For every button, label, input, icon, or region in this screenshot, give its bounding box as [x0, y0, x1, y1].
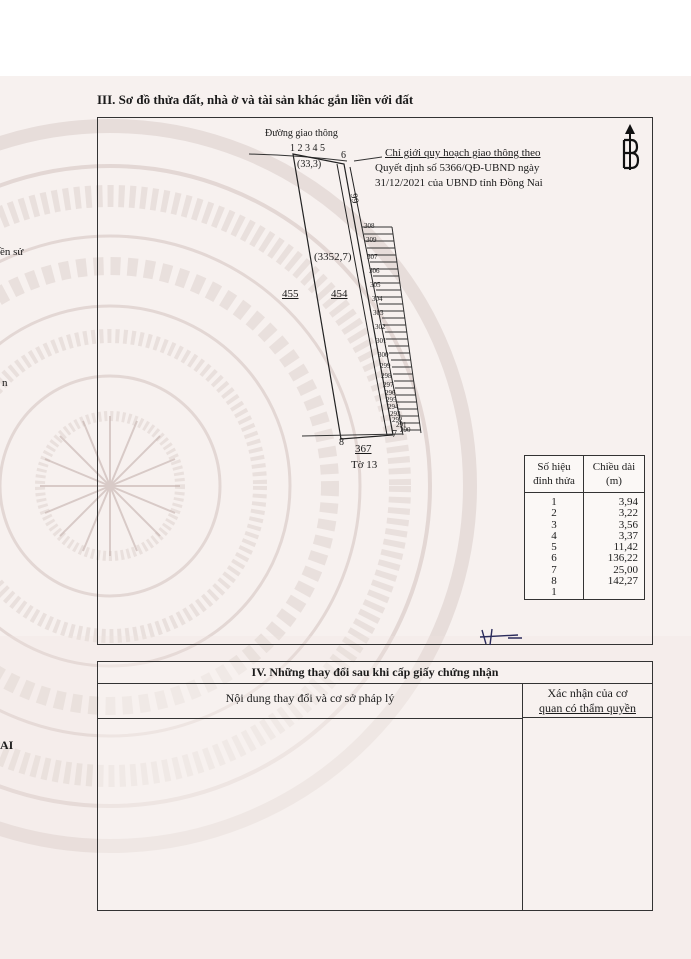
strip-label: 99: [347, 192, 361, 205]
plan-note-line1: Chỉ giới quy hoạch giao thông theo: [385, 147, 541, 159]
authority-line1: Xác nhận của cơ: [547, 686, 628, 700]
section-3-title: III. Sơ đồ thửa đất, nhà ở và tài sản khác gắn liền với đất: [97, 92, 414, 107]
length-cell: 136,22: [607, 552, 638, 565]
top-point-labels: 1 2 3 4 5: [290, 143, 325, 154]
sheet-label: Tờ 13: [351, 459, 378, 471]
length-cell: 25,00: [613, 563, 638, 576]
neighbor-290: 290: [400, 426, 411, 434]
plan-note-line2: Quyết định số 5366/QĐ-UBND ngày: [375, 162, 540, 174]
parcel-main-number: 454: [331, 288, 348, 300]
neighbor-296: 296: [385, 389, 396, 397]
note-leader: [354, 157, 382, 161]
column-divider: [522, 684, 523, 910]
point-6-label: 6: [341, 150, 346, 161]
neighbor-298: 298: [381, 372, 392, 380]
parcel-left-number: 455: [282, 288, 299, 300]
length-cell: 142,27: [607, 575, 638, 588]
point-cell: 3: [551, 518, 557, 531]
neighbor-301: 301: [376, 337, 387, 345]
neighbor-300: 300: [378, 351, 389, 359]
neighbor-291: 291: [396, 421, 407, 429]
neighbor-293: 293: [390, 410, 401, 418]
column-change-content: Nội dung thay đổi và cơ sở pháp lý: [98, 684, 522, 719]
length-cell: 3,37: [618, 529, 638, 542]
point-cell: 1: [551, 586, 557, 599]
column-authority-confirmation: [523, 684, 652, 718]
point-column: [525, 493, 584, 600]
length-cell: 3,56: [618, 518, 638, 531]
header-point-number: Số hiệu đỉnh thửa: [525, 456, 584, 493]
neighbor-309: 309: [366, 236, 377, 244]
neighbor-299: 299: [380, 362, 391, 370]
point-cell: 4: [551, 529, 557, 542]
neighbor-306: 306: [369, 267, 380, 275]
point-cell: 5: [551, 541, 557, 554]
road-area-label: (33,3): [297, 159, 322, 170]
point-cell: 2: [551, 507, 557, 520]
neighbor-303: 303: [373, 309, 384, 317]
neighbor-297: 297: [383, 381, 394, 389]
section-4-table: [97, 661, 653, 911]
neighbor-302: 302: [375, 323, 386, 331]
point-cell: 1: [551, 496, 557, 508]
point-cell: 6: [551, 552, 557, 565]
neighbor-304: 304: [372, 295, 383, 303]
point-8-label: 8: [339, 437, 344, 448]
top-blank-area: [0, 0, 691, 76]
length-cell: 11,42: [613, 541, 638, 554]
neighbor-294: 294: [388, 403, 399, 411]
north-arrow-icon: [618, 124, 642, 172]
margin-fragment-3: AI: [0, 738, 14, 752]
neighbor-308: 308: [364, 222, 375, 230]
margin-fragment-2: n: [2, 377, 8, 389]
parcel-bottom-number: 367: [355, 443, 372, 455]
length-cell: [590, 587, 638, 598]
neighbor-305: 305: [370, 281, 381, 289]
neighbor-295: 295: [386, 396, 397, 404]
parcel-area-label: (3352,7): [314, 251, 352, 263]
header-length: Chiều dài (m): [584, 456, 645, 493]
section-4-title: IV. Những thay đổi sau khi cấp giấy chứng nhận: [98, 662, 652, 684]
point-7-label: 7: [392, 429, 397, 440]
point-cell: 7: [551, 563, 557, 576]
neighbor-292: 292: [392, 416, 403, 424]
plan-note-line3: 31/12/2021 của UBND tỉnh Đồng Nai: [375, 177, 543, 189]
road-label: Đường giao thông: [265, 128, 338, 139]
edge-length-table: [524, 455, 645, 600]
length-cell: 3,94: [618, 496, 638, 508]
handwritten-initials: [478, 626, 524, 648]
neighbor-307: 307: [367, 253, 378, 261]
margin-fragment-1: ền sử: [0, 246, 24, 258]
length-column: [584, 493, 645, 600]
authority-line2: quan có thẩm quyền: [539, 701, 636, 715]
point-cell: 8: [551, 575, 557, 588]
length-cell: 3,22: [618, 507, 638, 520]
